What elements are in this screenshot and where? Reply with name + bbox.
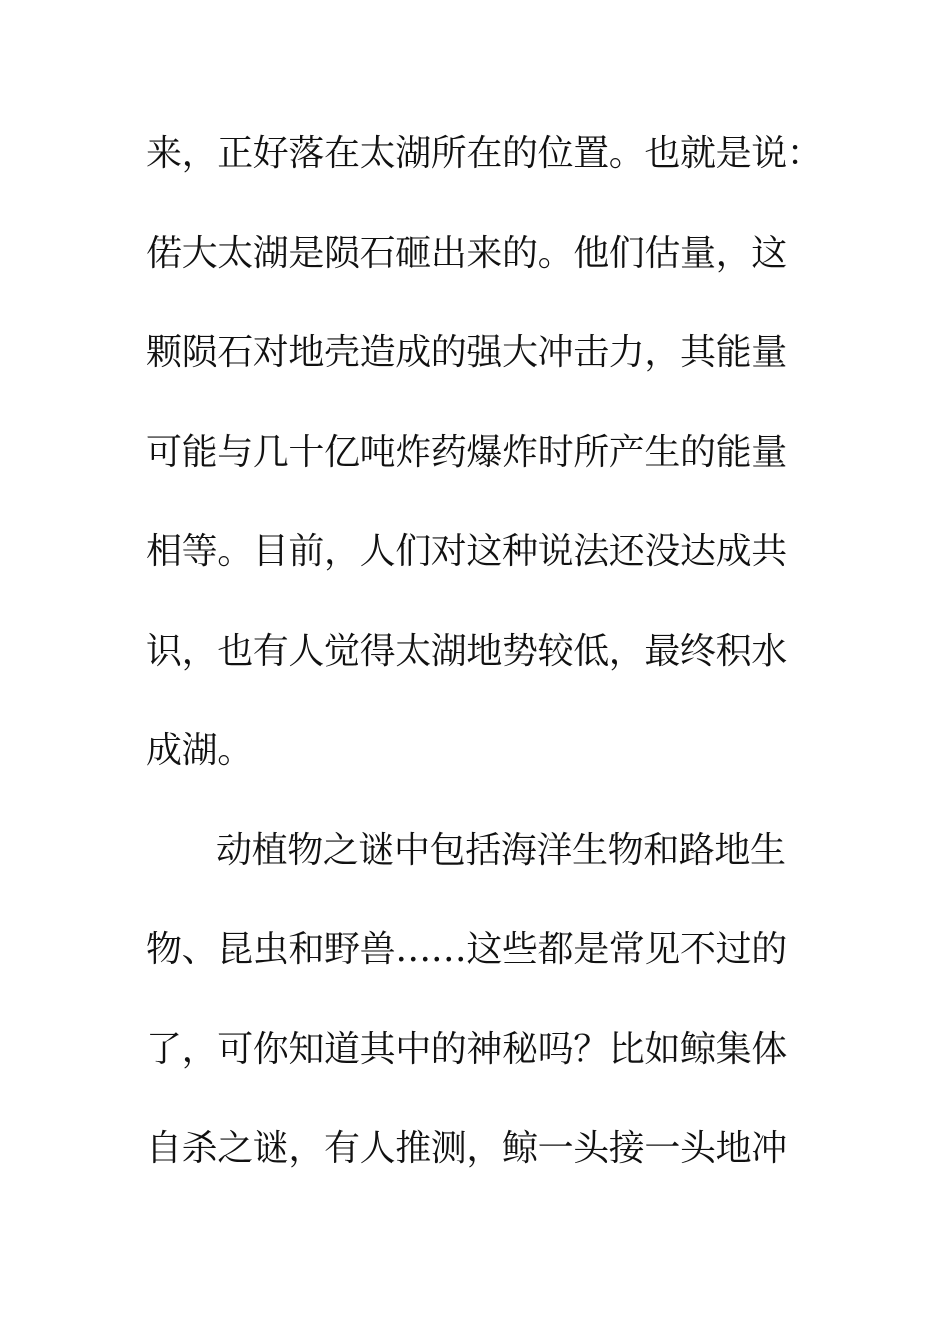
text-line: 来，正好落在太湖所在的位置。也就是说： (146, 133, 823, 174)
text-line: 偌大太湖是陨石砸出来的。他们估量，这 (146, 232, 787, 274)
text-line: 识，也有人觉得太湖地势较低，最终积水 (146, 630, 787, 672)
text-line: 成湖。 (146, 730, 253, 771)
text-line: 颗陨石对地壳造成的强大冲击力，其能量 (146, 332, 787, 373)
paragraph-start-line: 动植物之谜中包括海洋生物和路地生 (216, 829, 786, 871)
body-text (146, 124, 823, 1219)
text-line: 相等。目前，人们对这种说法还没达成共 (146, 531, 787, 572)
text-line: 了，可你知道其中的神秘吗？比如鲸集体 (146, 1028, 787, 1070)
text-line: 物、昆虫和野兽……这些都是常见不过的 (146, 929, 787, 970)
text-line: 可能与几十亿吨炸药爆炸时所产生的能量 (146, 431, 787, 473)
text-line: 自杀之谜，有人推测，鲸一头接一头地冲 (146, 1128, 787, 1169)
